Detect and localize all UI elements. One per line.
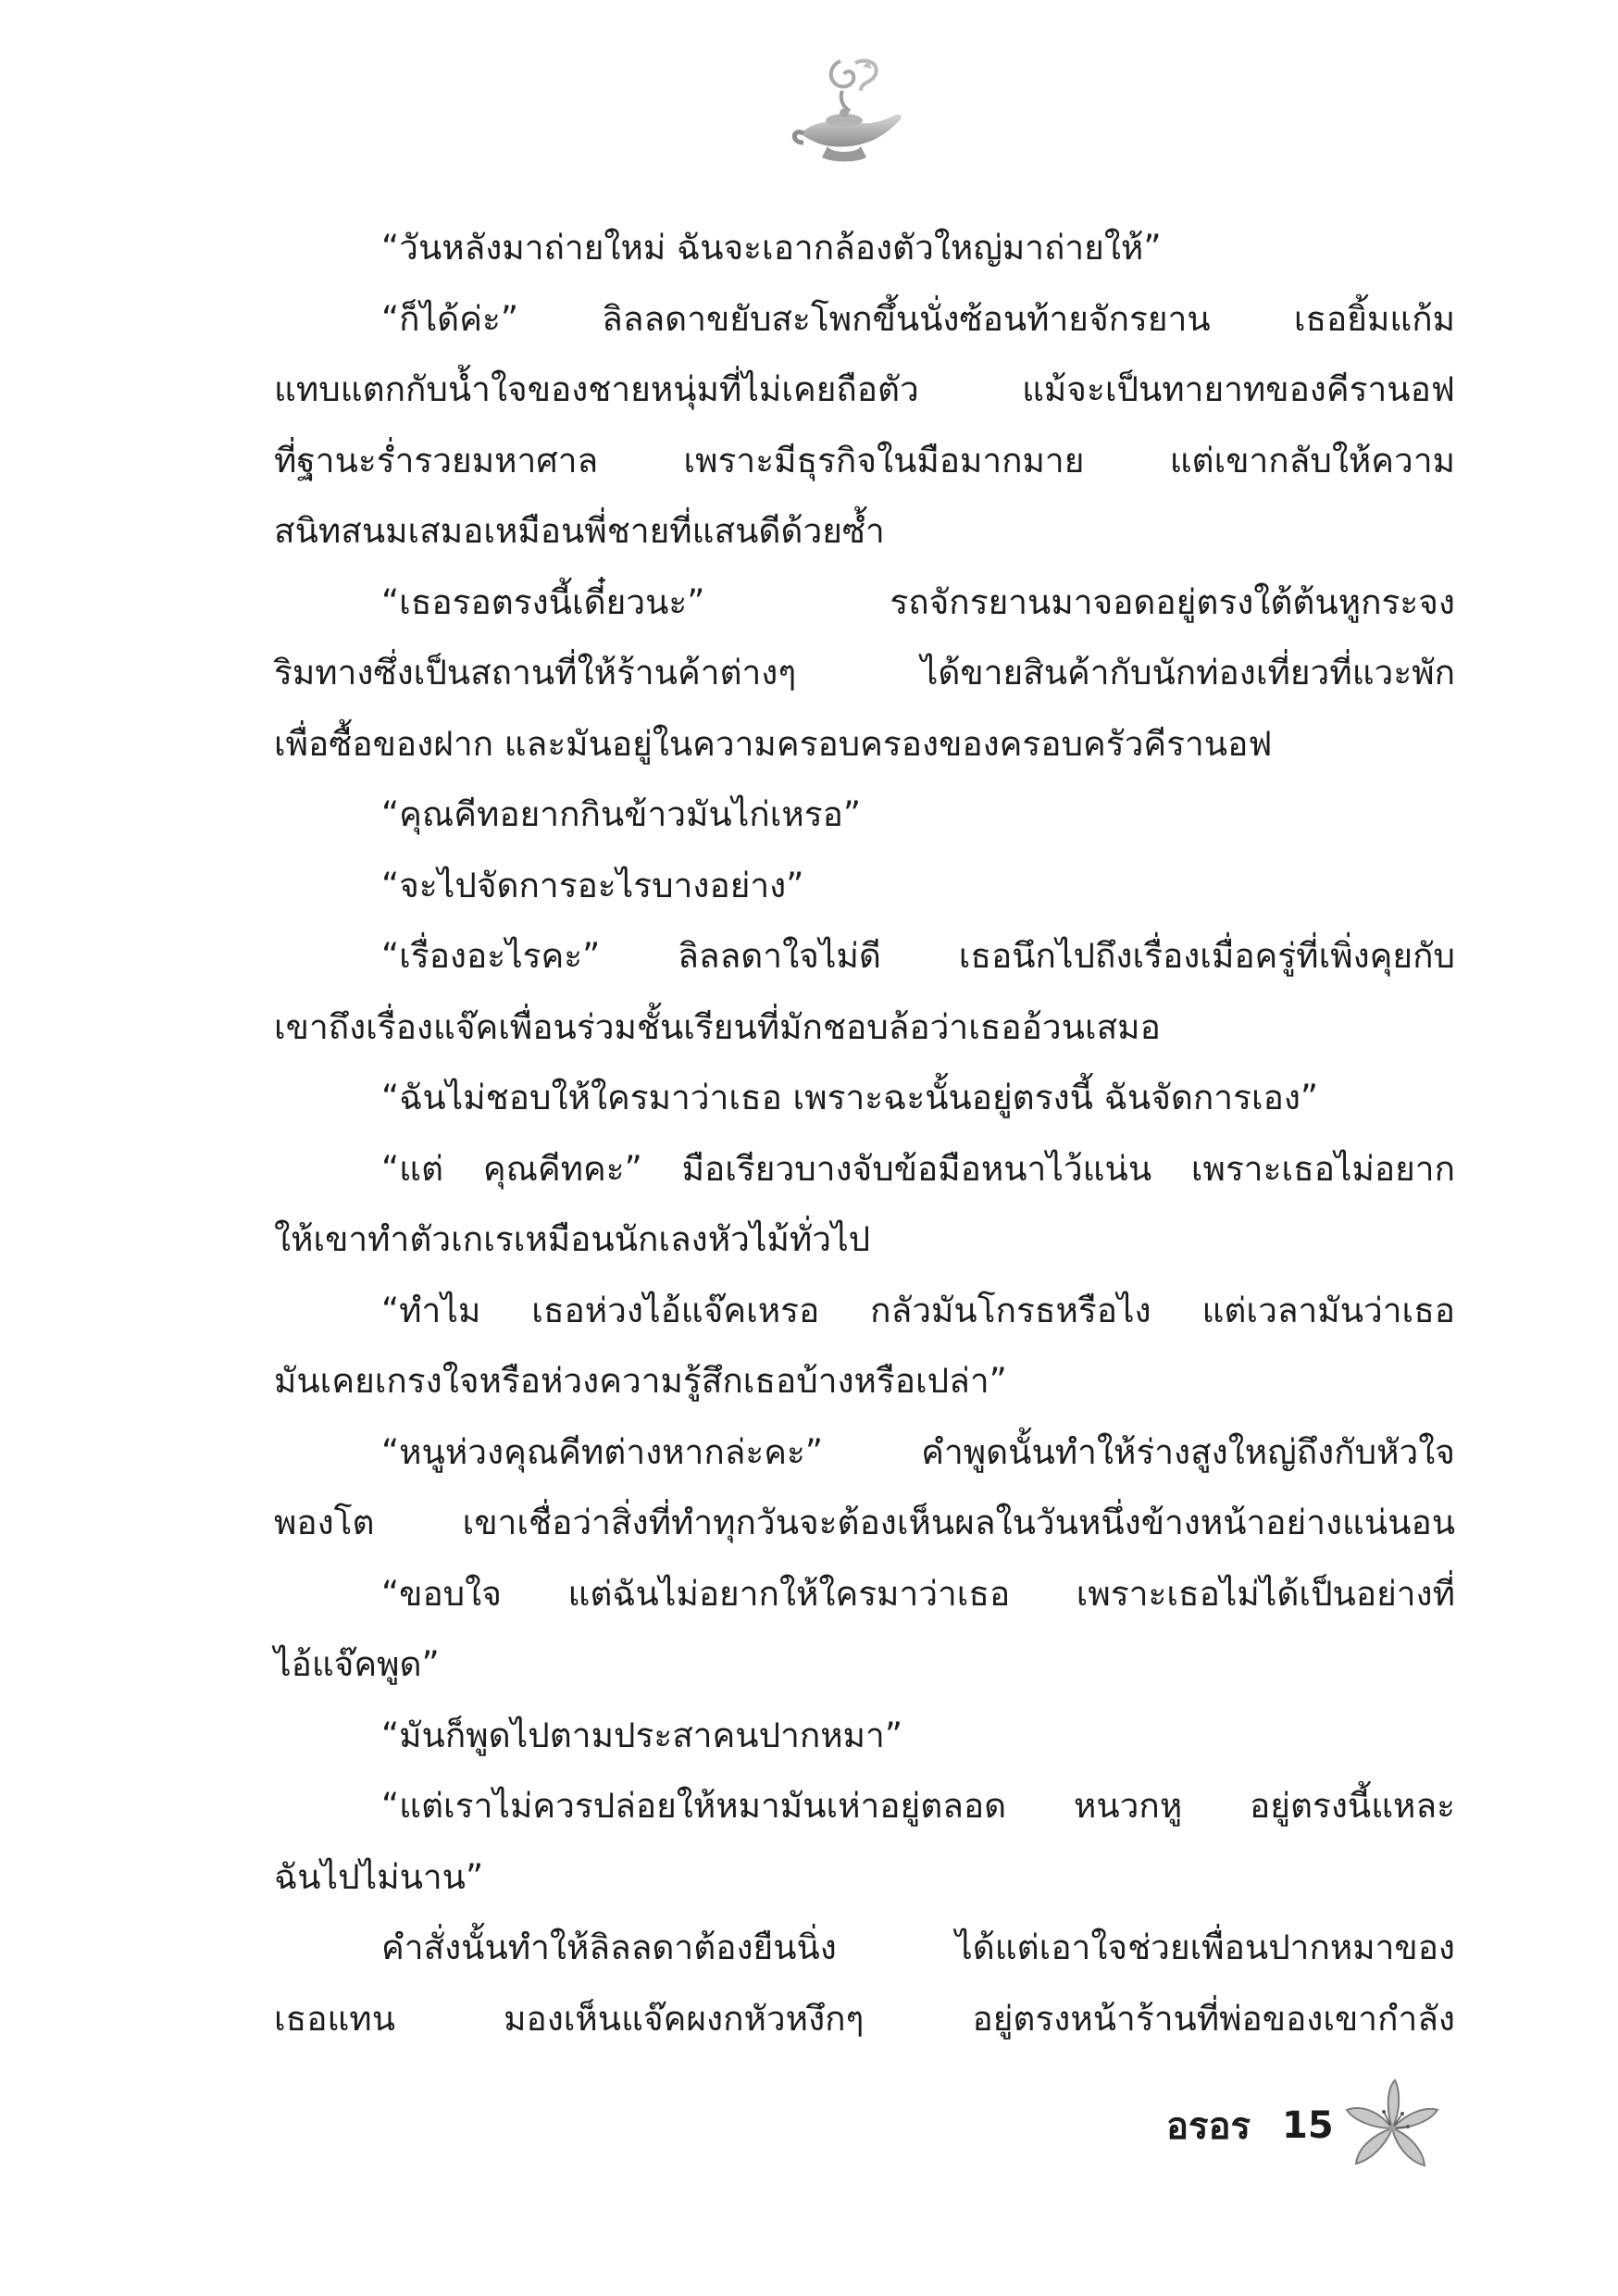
genie-lamp-ornament: [783, 54, 913, 174]
text-line: “จะไปจัดการอะไรบางอย่าง”: [381, 865, 804, 905]
text-line: “แต่เราไม่ควรปล่อยให้หมามันเห่าอยู่ตลอด หนวกหู อยู่ตรงนี้แหละ: [381, 1786, 1455, 1826]
text-line: ฉันไปไม่นาน”: [274, 1856, 484, 1897]
text-line: “ขอบใจ แต่ฉันไม่อยากให้ใครมาว่าเธอ เพราะเธอไม่ได้เป็นอย่างที่: [381, 1573, 1455, 1614]
text-line: เขาถึงเรื่องแจ๊คเพื่อนร่วมชั้นเรียนที่มักชอบล้อว่าเธออ้วนเสมอ: [274, 1006, 1161, 1047]
text-line: ให้เขาทำตัวเกเรเหมือนนักเลงหัวไม้ทั่วไป: [274, 1219, 871, 1259]
lily-flower-icon: [1341, 2075, 1443, 2177]
text-line: “เรื่องอะไรคะ” ลิลลดาใจไม่ดี เธอนึกไปถึงเรื่องเมื่อครู่ที่เพิ่งคุยกับ: [381, 936, 1455, 976]
text-line: พองโต เขาเชื่อว่าสิ่งที่ทำทุกวันจะต้องเห็นผลในวันหนึ่งข้างหน้าอย่างแน่นอน: [274, 1503, 1455, 1542]
text-line: คำสั่งนั้นทำให้ลิลลดาต้องยืนนิ่ง ได้แต่เอาใจช่วยเพื่อนปากหมาของ: [381, 1928, 1455, 1967]
text-line: สนิทสนมเสมอเหมือนพี่ชายที่แสนดีด้วยซ้ำ: [274, 511, 885, 551]
text-line: “หนูห่วงคุณคีทต่างหากล่ะคะ” คำพูดนั้นทำให้ร่างสูงใหญ่ถึงกับหัวใจ: [381, 1431, 1455, 1472]
book-title: อรอร: [1166, 2105, 1251, 2148]
page-footer: [1166, 2079, 1443, 2172]
text-line: เพื่อซื้อของฝาก และมันอยู่ในความครอบครองของครอบครัวคีรานอฟ: [274, 723, 1273, 764]
text-line: “คุณคีทอยากกินข้าวมันไก่เหรอ”: [381, 794, 861, 834]
text-line: “ฉันไม่ชอบให้ใครมาว่าเธอ เพราะฉะนั้นอยู่ตรงนี้ ฉันจัดการเอง”: [381, 1078, 1319, 1117]
text-line: แทบแตกกับน้ำใจของชายหนุ่มที่ไม่เคยถือตัว แม้จะเป็นทายาทของคีรานอฟ: [274, 369, 1455, 409]
page-number: 15: [1282, 2104, 1334, 2147]
text-line: “แต่ คุณคีทคะ” มือเรียวบางจับข้อมือหนาไว้แน่น เพราะเธอไม่อยาก: [381, 1148, 1455, 1189]
text-line: เธอแทน มองเห็นแจ๊คผงกหัวหงึกๆ อยู่ตรงหน้าร้านที่พ่อของเขากำลัง: [274, 1998, 1455, 2039]
text-line: “มันก็พูดไปตามประสาคนปากหมา”: [381, 1715, 902, 1755]
text-line: “เธอรอตรงนี้เดี๋ยวนะ” รถจักรยานมาจอดอยู่ตรงใต้ต้นหูกระจง: [381, 581, 1455, 622]
chapter-body-text: [274, 213, 1455, 2054]
text-line: “ก็ได้ค่ะ” ลิลลดาขยับสะโพกขึ้นนั่งซ้อนท้ายจักรยาน เธอยิ้มแก้ม: [381, 298, 1455, 339]
text-line: ริมทางซึ่งเป็นสถานที่ให้ร้านค้าต่างๆ ได้ขายสินค้ากับนักท่องเที่ยวที่แวะพัก: [274, 653, 1455, 693]
text-line: ที่ฐานะร่ำรวยมหาศาล เพราะมีธุรกิจในมือมากมาย แต่เขากลับให้ความ: [274, 440, 1455, 480]
text-line: มันเคยเกรงใจหรือห่วงความรู้สึกเธอบ้างหรือเปล่า”: [274, 1361, 1007, 1401]
text-line: ไอ้แจ๊คพูด”: [274, 1644, 440, 1684]
text-line: “วันหลังมาถ่ายใหม่ ฉันจะเอากล้องตัวใหญ่มาถ่ายให้”: [381, 228, 1162, 268]
text-line: “ทำไม เธอห่วงไอ้แจ๊คเหรอ กลัวมันโกรธหรือไง แต่เวลามันว่าเธอ: [381, 1290, 1455, 1330]
